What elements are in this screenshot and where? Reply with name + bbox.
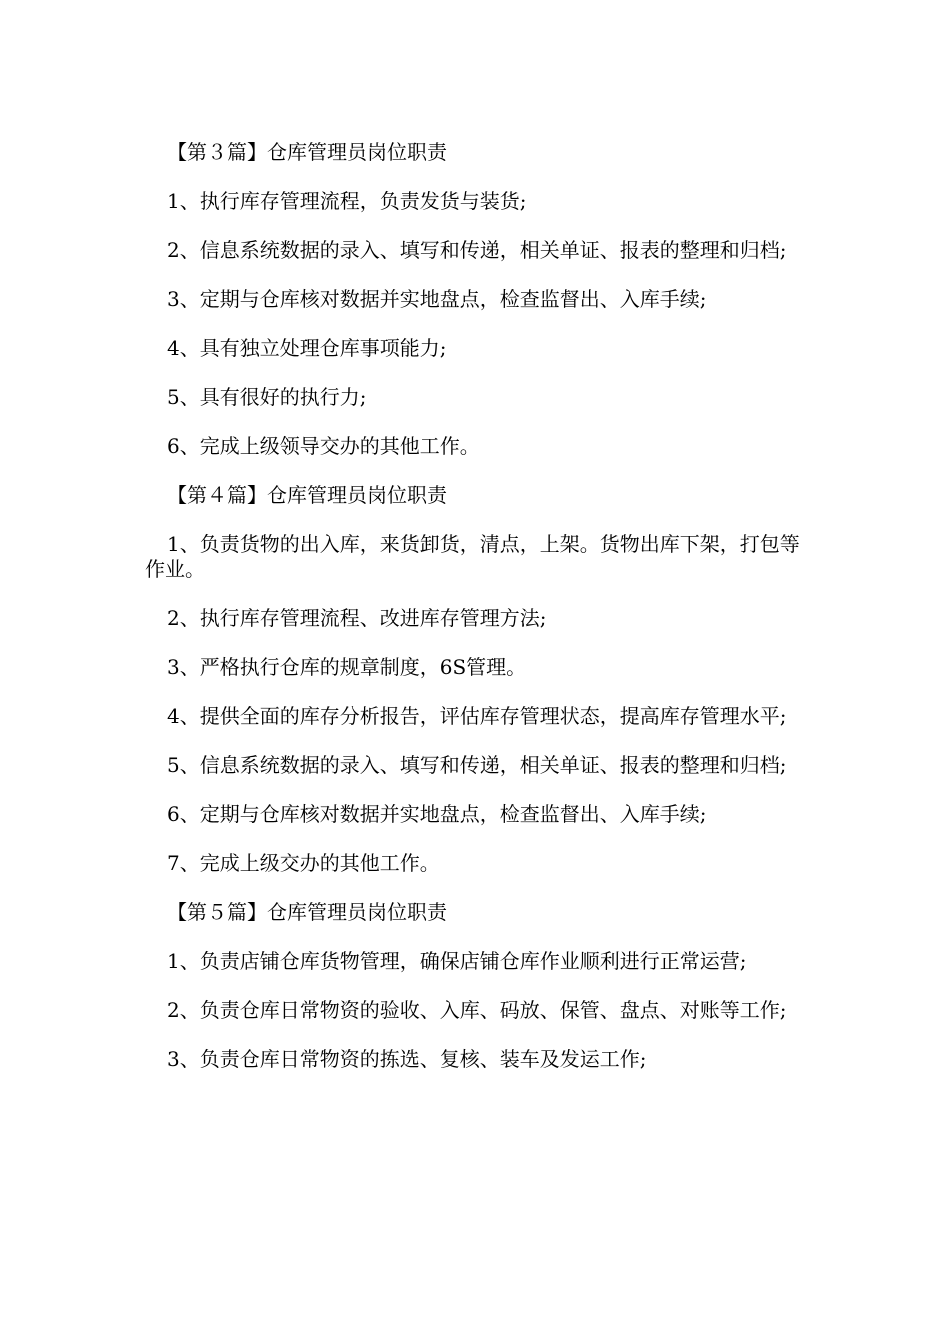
section-heading: 【第３篇】仓库管理员岗位职责 xyxy=(167,140,447,164)
list-item: 1、执行库存管理流程，负责发货与装货; xyxy=(167,189,527,213)
list-item: 4、提供全面的库存分析报告，评估库存管理状态，提高库存管理水平; xyxy=(167,704,787,728)
list-item: 5、具有很好的执行力; xyxy=(167,385,367,409)
document-page xyxy=(145,140,810,1096)
list-item: 6、完成上级领导交办的其他工作。 xyxy=(167,434,480,458)
list-item: 3、严格执行仓库的规章制度，6S管理。 xyxy=(167,655,527,679)
list-item: 2、信息系统数据的录入、填写和传递，相关单证、报表的整理和归档; xyxy=(167,238,787,262)
list-item: 4、具有独立处理仓库事项能力; xyxy=(167,336,447,360)
section-3 xyxy=(145,140,810,459)
list-item: 3、定期与仓库核对数据并实地盘点，检查监督出、入库手续; xyxy=(167,287,707,311)
list-item: 2、执行库存管理流程、改进库存管理方法; xyxy=(167,606,547,630)
list-item: 2、负责仓库日常物资的验收、入库、码放、保管、盘点、对账等工作; xyxy=(167,998,787,1022)
section-heading: 【第４篇】仓库管理员岗位职责 xyxy=(167,483,447,507)
section-heading: 【第５篇】仓库管理员岗位职责 xyxy=(167,900,447,924)
list-item: 1、负责货物的出入库，来货卸货，清点，上架。货物出库下架，打包等作业。 xyxy=(145,532,800,581)
section-4 xyxy=(145,483,810,876)
list-item: 3、负责仓库日常物资的拣选、复核、装车及发运工作; xyxy=(167,1047,647,1071)
list-item: 1、负责店铺仓库货物管理，确保店铺仓库作业顺利进行正常运营; xyxy=(167,949,747,973)
list-item: 7、完成上级交办的其他工作。 xyxy=(167,851,440,875)
list-item: 6、定期与仓库核对数据并实地盘点，检查监督出、入库手续; xyxy=(167,802,707,826)
list-item: 5、信息系统数据的录入、填写和传递，相关单证、报表的整理和归档; xyxy=(167,753,787,777)
section-5 xyxy=(145,900,810,1072)
